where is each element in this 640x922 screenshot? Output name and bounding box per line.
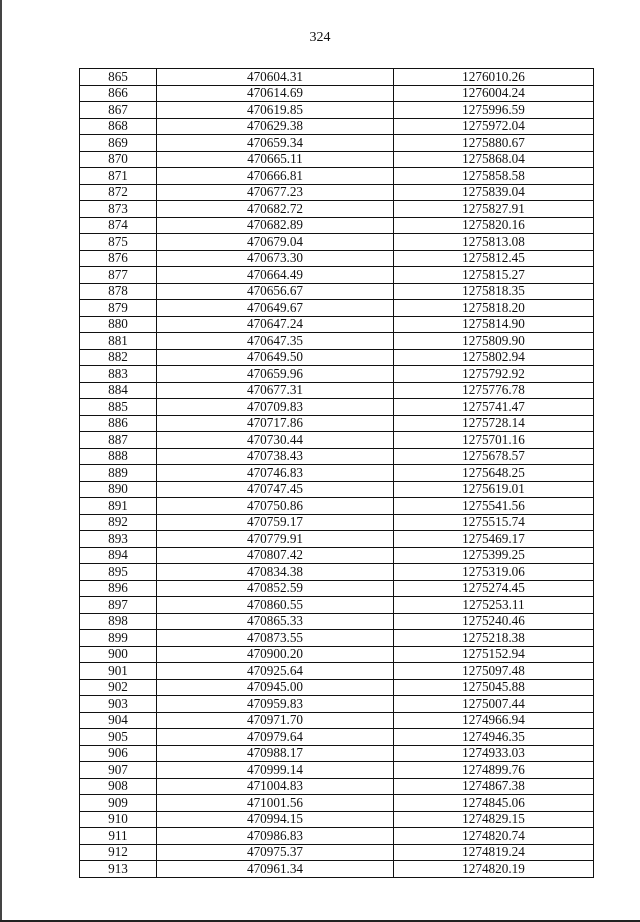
y-coordinate-cell: 1274946.35 — [394, 729, 594, 746]
y-coordinate-cell: 1275253.11 — [394, 597, 594, 614]
point-number-cell: 868 — [80, 118, 157, 135]
table-row — [80, 250, 594, 267]
y-coordinate-cell: 1275515.74 — [394, 514, 594, 531]
y-coordinate-cell: 1275045.88 — [394, 679, 594, 696]
table-row — [80, 168, 594, 185]
point-number-cell: 897 — [80, 597, 157, 614]
table-row — [80, 481, 594, 498]
x-coordinate-cell: 470747.45 — [157, 481, 394, 498]
y-coordinate-cell: 1275996.59 — [394, 102, 594, 119]
scan-edge — [0, 0, 2, 922]
x-coordinate-cell: 470975.37 — [157, 844, 394, 861]
y-coordinate-cell: 1275858.58 — [394, 168, 594, 185]
point-number-cell: 871 — [80, 168, 157, 185]
y-coordinate-cell: 1275812.45 — [394, 250, 594, 267]
table-row — [80, 151, 594, 168]
point-number-cell: 880 — [80, 316, 157, 333]
x-coordinate-cell: 470673.30 — [157, 250, 394, 267]
point-number-cell: 872 — [80, 184, 157, 201]
point-number-cell: 911 — [80, 828, 157, 845]
y-coordinate-cell: 1275648.25 — [394, 465, 594, 482]
coordinates-table-body — [80, 69, 594, 878]
y-coordinate-cell: 1275240.46 — [394, 613, 594, 630]
point-number-cell: 891 — [80, 498, 157, 515]
x-coordinate-cell: 470614.69 — [157, 85, 394, 102]
point-number-cell: 913 — [80, 861, 157, 878]
table-row — [80, 663, 594, 680]
x-coordinate-cell: 470730.44 — [157, 432, 394, 449]
x-coordinate-cell: 470629.38 — [157, 118, 394, 135]
table-row — [80, 679, 594, 696]
y-coordinate-cell: 1274933.03 — [394, 745, 594, 762]
point-number-cell: 878 — [80, 283, 157, 300]
point-number-cell: 899 — [80, 630, 157, 647]
y-coordinate-cell: 1276010.26 — [394, 69, 594, 86]
table-row — [80, 267, 594, 284]
point-number-cell: 892 — [80, 514, 157, 531]
table-row — [80, 85, 594, 102]
x-coordinate-cell: 470900.20 — [157, 646, 394, 663]
page-number: 324 — [309, 30, 331, 45]
y-coordinate-cell: 1275972.04 — [394, 118, 594, 135]
y-coordinate-cell: 1276004.24 — [394, 85, 594, 102]
point-number-cell: 900 — [80, 646, 157, 663]
x-coordinate-cell: 470971.70 — [157, 712, 394, 729]
table-row — [80, 201, 594, 218]
point-number-cell: 910 — [80, 811, 157, 828]
y-coordinate-cell: 1275399.25 — [394, 547, 594, 564]
point-number-cell: 908 — [80, 778, 157, 795]
point-number-cell: 906 — [80, 745, 157, 762]
x-coordinate-cell: 470682.72 — [157, 201, 394, 218]
table-row — [80, 861, 594, 878]
point-number-cell: 888 — [80, 448, 157, 465]
y-coordinate-cell: 1274899.76 — [394, 762, 594, 779]
x-coordinate-cell: 470619.85 — [157, 102, 394, 119]
x-coordinate-cell: 470865.33 — [157, 613, 394, 630]
y-coordinate-cell: 1275469.17 — [394, 531, 594, 548]
table-row — [80, 234, 594, 251]
table-row — [80, 118, 594, 135]
table-row — [80, 778, 594, 795]
x-coordinate-cell: 470860.55 — [157, 597, 394, 614]
x-coordinate-cell: 470986.83 — [157, 828, 394, 845]
table-row — [80, 712, 594, 729]
y-coordinate-cell: 1275818.20 — [394, 300, 594, 317]
point-number-cell: 904 — [80, 712, 157, 729]
y-coordinate-cell: 1275274.45 — [394, 580, 594, 597]
point-number-cell: 884 — [80, 382, 157, 399]
point-number-cell: 876 — [80, 250, 157, 267]
y-coordinate-cell: 1275728.14 — [394, 415, 594, 432]
point-number-cell: 894 — [80, 547, 157, 564]
y-coordinate-cell: 1274819.24 — [394, 844, 594, 861]
y-coordinate-cell: 1275678.57 — [394, 448, 594, 465]
table-row — [80, 729, 594, 746]
point-number-cell: 879 — [80, 300, 157, 317]
x-coordinate-cell: 470679.04 — [157, 234, 394, 251]
table-row — [80, 184, 594, 201]
x-coordinate-cell: 470677.31 — [157, 382, 394, 399]
y-coordinate-cell: 1275007.44 — [394, 696, 594, 713]
table-row — [80, 828, 594, 845]
x-coordinate-cell: 470647.35 — [157, 333, 394, 350]
x-coordinate-cell: 470779.91 — [157, 531, 394, 548]
x-coordinate-cell: 470717.86 — [157, 415, 394, 432]
y-coordinate-cell: 1275319.06 — [394, 564, 594, 581]
table-row — [80, 498, 594, 515]
x-coordinate-cell: 470961.34 — [157, 861, 394, 878]
y-coordinate-cell: 1275152.94 — [394, 646, 594, 663]
y-coordinate-cell: 1275815.27 — [394, 267, 594, 284]
point-number-cell: 881 — [80, 333, 157, 350]
y-coordinate-cell: 1275880.67 — [394, 135, 594, 152]
table-row — [80, 349, 594, 366]
point-number-cell: 893 — [80, 531, 157, 548]
point-number-cell: 866 — [80, 85, 157, 102]
table-row — [80, 811, 594, 828]
table-row — [80, 300, 594, 317]
point-number-cell: 865 — [80, 69, 157, 86]
y-coordinate-cell: 1275741.47 — [394, 399, 594, 416]
table-row — [80, 366, 594, 383]
table-row — [80, 465, 594, 482]
point-number-cell: 907 — [80, 762, 157, 779]
point-number-cell: 896 — [80, 580, 157, 597]
point-number-cell: 901 — [80, 663, 157, 680]
point-number-cell: 909 — [80, 795, 157, 812]
point-number-cell: 889 — [80, 465, 157, 482]
x-coordinate-cell: 470649.67 — [157, 300, 394, 317]
table-row — [80, 399, 594, 416]
y-coordinate-cell: 1274820.19 — [394, 861, 594, 878]
point-number-cell: 912 — [80, 844, 157, 861]
x-coordinate-cell: 470656.67 — [157, 283, 394, 300]
y-coordinate-cell: 1275541.56 — [394, 498, 594, 515]
y-coordinate-cell: 1274966.94 — [394, 712, 594, 729]
table-row — [80, 135, 594, 152]
x-coordinate-cell: 470979.64 — [157, 729, 394, 746]
x-coordinate-cell: 470959.83 — [157, 696, 394, 713]
y-coordinate-cell: 1275776.78 — [394, 382, 594, 399]
x-coordinate-cell: 470994.15 — [157, 811, 394, 828]
y-coordinate-cell: 1274845.06 — [394, 795, 594, 812]
y-coordinate-cell: 1274829.15 — [394, 811, 594, 828]
x-coordinate-cell: 470807.42 — [157, 547, 394, 564]
table-row — [80, 580, 594, 597]
table-row — [80, 630, 594, 647]
y-coordinate-cell: 1275868.04 — [394, 151, 594, 168]
x-coordinate-cell: 470750.86 — [157, 498, 394, 515]
table-row — [80, 432, 594, 449]
point-number-cell: 886 — [80, 415, 157, 432]
point-number-cell: 869 — [80, 135, 157, 152]
table-row — [80, 217, 594, 234]
x-coordinate-cell: 470677.23 — [157, 184, 394, 201]
table-row — [80, 448, 594, 465]
table-row — [80, 316, 594, 333]
y-coordinate-cell: 1275827.91 — [394, 201, 594, 218]
point-number-cell: 890 — [80, 481, 157, 498]
coordinates-table — [79, 68, 594, 878]
x-coordinate-cell: 470659.96 — [157, 366, 394, 383]
x-coordinate-cell: 470649.50 — [157, 349, 394, 366]
point-number-cell: 885 — [80, 399, 157, 416]
table-row — [80, 69, 594, 86]
x-coordinate-cell: 470746.83 — [157, 465, 394, 482]
y-coordinate-cell: 1275701.16 — [394, 432, 594, 449]
x-coordinate-cell: 470834.38 — [157, 564, 394, 581]
table-row — [80, 382, 594, 399]
point-number-cell: 902 — [80, 679, 157, 696]
point-number-cell: 898 — [80, 613, 157, 630]
x-coordinate-cell: 471001.56 — [157, 795, 394, 812]
x-coordinate-cell: 470873.55 — [157, 630, 394, 647]
table-row — [80, 564, 594, 581]
x-coordinate-cell: 470659.34 — [157, 135, 394, 152]
y-coordinate-cell: 1275097.48 — [394, 663, 594, 680]
point-number-cell: 887 — [80, 432, 157, 449]
point-number-cell: 875 — [80, 234, 157, 251]
x-coordinate-cell: 470647.24 — [157, 316, 394, 333]
y-coordinate-cell: 1275813.08 — [394, 234, 594, 251]
x-coordinate-cell: 470709.83 — [157, 399, 394, 416]
table-row — [80, 333, 594, 350]
point-number-cell: 882 — [80, 349, 157, 366]
x-coordinate-cell: 470852.59 — [157, 580, 394, 597]
x-coordinate-cell: 470665.11 — [157, 151, 394, 168]
x-coordinate-cell: 470945.00 — [157, 679, 394, 696]
y-coordinate-cell: 1275802.94 — [394, 349, 594, 366]
point-number-cell: 877 — [80, 267, 157, 284]
y-coordinate-cell: 1275820.16 — [394, 217, 594, 234]
table-row — [80, 646, 594, 663]
point-number-cell: 903 — [80, 696, 157, 713]
table-row — [80, 613, 594, 630]
table-row — [80, 415, 594, 432]
y-coordinate-cell: 1275814.90 — [394, 316, 594, 333]
table-row — [80, 844, 594, 861]
y-coordinate-cell: 1275218.38 — [394, 630, 594, 647]
x-coordinate-cell: 470759.17 — [157, 514, 394, 531]
table-row — [80, 102, 594, 119]
point-number-cell: 895 — [80, 564, 157, 581]
point-number-cell: 905 — [80, 729, 157, 746]
y-coordinate-cell: 1275792.92 — [394, 366, 594, 383]
point-number-cell: 883 — [80, 366, 157, 383]
x-coordinate-cell: 470682.89 — [157, 217, 394, 234]
point-number-cell: 867 — [80, 102, 157, 119]
x-coordinate-cell: 470666.81 — [157, 168, 394, 185]
y-coordinate-cell: 1275839.04 — [394, 184, 594, 201]
table-row — [80, 795, 594, 812]
y-coordinate-cell: 1274867.38 — [394, 778, 594, 795]
table-row — [80, 283, 594, 300]
point-number-cell: 873 — [80, 201, 157, 218]
y-coordinate-cell: 1275818.35 — [394, 283, 594, 300]
y-coordinate-cell: 1275809.90 — [394, 333, 594, 350]
table-row — [80, 547, 594, 564]
x-coordinate-cell: 470925.64 — [157, 663, 394, 680]
table-row — [80, 696, 594, 713]
x-coordinate-cell: 471004.83 — [157, 778, 394, 795]
table-row — [80, 745, 594, 762]
x-coordinate-cell: 470604.31 — [157, 69, 394, 86]
table-row — [80, 762, 594, 779]
x-coordinate-cell: 470664.49 — [157, 267, 394, 284]
x-coordinate-cell: 470988.17 — [157, 745, 394, 762]
y-coordinate-cell: 1275619.01 — [394, 481, 594, 498]
x-coordinate-cell: 470738.43 — [157, 448, 394, 465]
x-coordinate-cell: 470999.14 — [157, 762, 394, 779]
point-number-cell: 874 — [80, 217, 157, 234]
table-row — [80, 514, 594, 531]
y-coordinate-cell: 1274820.74 — [394, 828, 594, 845]
point-number-cell: 870 — [80, 151, 157, 168]
table-row — [80, 531, 594, 548]
table-row — [80, 597, 594, 614]
